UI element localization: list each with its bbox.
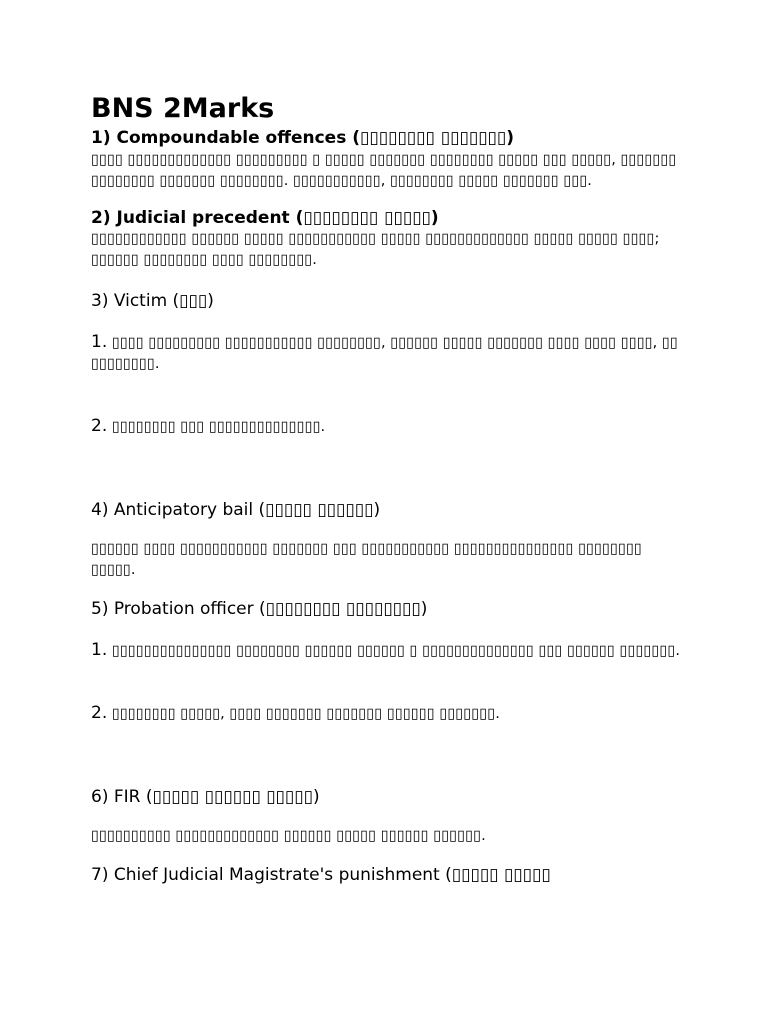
list-item-text: ▯▯▯▯▯▯▯▯▯▯▯▯▯▯▯ ▯▯▯▯▯▯▯▯ ▯▯▯▯▯▯ ▯▯▯▯▯▯ ▯ ▯▯▯▯▯▯▯▯▯▯▯▯▯▯ ▯▯▯ ▯▯▯▯▯▯ ▯▯▯▯▯▯▯. bbox=[111, 643, 680, 659]
list-item-text: ▯▯▯▯▯▯▯▯ ▯▯▯ ▯▯▯▯▯▯▯▯▯▯▯▯▯▯. bbox=[111, 419, 326, 435]
section-heading-victim: 3) Victim (▯▯▯) bbox=[91, 291, 214, 311]
section-text-fir: ▯▯▯▯▯▯▯▯▯▯ ▯▯▯▯▯▯▯▯▯▯▯▯▯ ▯▯▯▯▯▯ ▯▯▯▯▯ ▯▯▯▯▯▯ ▯▯▯▯▯▯. bbox=[91, 828, 486, 844]
section-heading-judicial-precedent: 2) Judicial precedent (▯▯▯▯▯▯▯▯ ▯▯▯▯▯) bbox=[91, 208, 439, 228]
section-heading-chief-judicial-magistrate: 7) Chief Judicial Magistrate's punishment (▯▯▯▯▯ ▯▯▯▯▯ bbox=[91, 865, 551, 885]
document-title: BNS 2Marks bbox=[91, 93, 275, 124]
list-item-text: ▯▯▯▯ ▯▯▯▯▯▯▯▯▯ ▯▯▯▯▯▯▯▯▯▯▯ ▯▯▯▯▯▯▯▯, ▯▯▯▯▯▯ ▯▯▯▯▯ ▯▯▯▯▯▯▯ ▯▯▯▯ ▯▯▯▯ ▯▯▯▯, ▯▯ ▯▯▯▯▯▯▯▯. bbox=[91, 335, 678, 372]
list-item-number: 2. bbox=[91, 703, 108, 723]
list-item-number: 1. bbox=[91, 332, 108, 352]
list-item bbox=[91, 640, 691, 662]
list-item bbox=[91, 332, 691, 375]
section-text-judicial-precedent: ▯▯▯▯▯▯▯▯▯▯▯▯ ▯▯▯▯▯▯ ▯▯▯▯▯ ▯▯▯▯▯▯▯▯▯▯▯ ▯▯▯▯▯ ▯▯▯▯▯▯▯▯▯▯▯▯▯ ▯▯▯▯▯ ▯▯▯▯▯ ▯▯▯▯; ▯▯▯▯▯▯ ▯▯▯▯▯▯▯▯ ▯▯▯▯ ▯▯▯▯▯▯▯▯. bbox=[91, 231, 660, 268]
document-page bbox=[91, 92, 691, 886]
section-heading-probation-officer: 5) Probation officer (▯▯▯▯▯▯▯▯ ▯▯▯▯▯▯▯▯) bbox=[91, 599, 428, 619]
list-item bbox=[91, 416, 691, 438]
section-text-anticipatory-bail: ▯▯▯▯▯▯ ▯▯▯▯ ▯▯▯▯▯▯▯▯▯▯▯ ▯▯▯▯▯▯▯ ▯▯▯ ▯▯▯▯▯▯▯▯▯▯▯ ▯▯▯▯▯▯▯▯▯▯▯▯▯▯▯ ▯▯▯▯▯▯▯▯ ▯▯▯▯▯. bbox=[91, 541, 642, 578]
section-text-compoundable-offences: ▯▯▯▯ ▯▯▯▯▯▯▯▯▯▯▯▯▯ ▯▯▯▯▯▯▯▯▯ ▯ ▯▯▯▯▯ ▯▯▯▯▯▯▯ ▯▯▯▯▯▯▯▯ ▯▯▯▯▯ ▯▯▯ ▯▯▯▯▯, ▯▯▯▯▯▯▯ ▯▯▯▯▯▯▯▯ ▯▯▯▯▯▯▯ ▯▯▯▯▯▯▯▯. ▯▯▯▯▯▯▯▯▯▯▯, ▯▯▯▯▯▯▯▯ ▯▯▯▯▯ ▯▯▯▯▯▯▯ ▯▯▯. bbox=[91, 152, 677, 189]
list-item-text: ▯▯▯▯▯▯▯▯ ▯▯▯▯▯, ▯▯▯▯ ▯▯▯▯▯▯▯ ▯▯▯▯▯▯▯ ▯▯▯▯▯▯ ▯▯▯▯▯▯▯. bbox=[111, 706, 500, 722]
section-heading-fir: 6) FIR (▯▯▯▯▯ ▯▯▯▯▯▯ ▯▯▯▯▯) bbox=[91, 787, 320, 807]
list-item bbox=[91, 703, 691, 725]
list-item-number: 1. bbox=[91, 640, 108, 660]
section-heading-compoundable-offences: 1) Compoundable offences (▯▯▯▯▯▯▯▯ ▯▯▯▯▯▯▯) bbox=[91, 128, 515, 148]
section-heading-anticipatory-bail: 4) Anticipatory bail (▯▯▯▯▯ ▯▯▯▯▯▯) bbox=[91, 500, 381, 520]
list-item-number: 2. bbox=[91, 416, 108, 436]
